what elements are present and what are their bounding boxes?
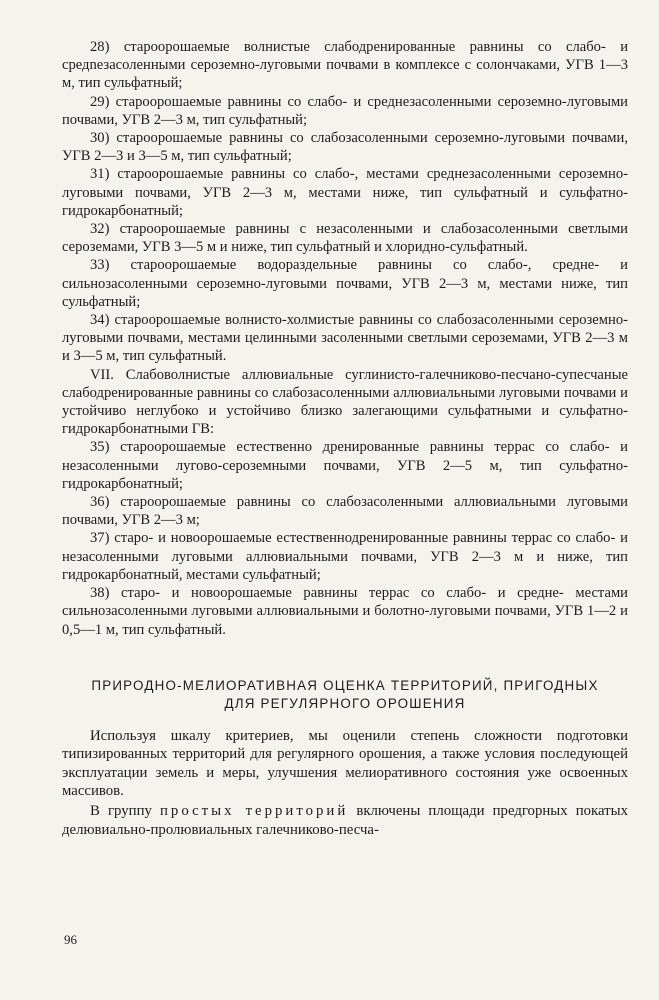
paragraph-text: В группу <box>90 803 161 820</box>
list-item: 38) старо- и новоорошаемые равнины террас со слабо- и средне- местами сильнозасоленными луговыми аллювиальными и болотно-луговыми почвами, УГВ 1—2 и 0,5—1 м, тип сульфатный. <box>62 585 628 638</box>
section-title-line-2: ДЛЯ РЕГУЛЯРНОГО ОРОШЕНИЯ <box>224 695 466 711</box>
section-vii-heading: VII. Слабоволнистые аллювиальные суглинисто-галечниково-песчано-супесчаные слабодренированные равнины со слабозасоленными аллювиальными луговыми почвами и устойчиво неглубоко и устойчиво близко залегающими сульфатными и сульфатно-гидрокарбонатными ГВ: <box>62 366 628 438</box>
page-number: 96 <box>64 932 77 947</box>
list-item: 30) староорошаемые равнины со слабозасоленными сероземно-луговыми почвами, УГВ 2—3 и 3—5 м, тип сульфатный; <box>62 130 628 165</box>
list-item: 34) староорошаемые волнисто-холмистые равнины со слабозасоленными сероземно-луговыми почвами, местами целинными засоленными светлыми сероземами, УГВ 2—3 м и 3—5 м, тип сульфатный. <box>62 312 628 365</box>
list-item: 33) староорошаемые водораздельные равнины со слабо-, средне- и сильнозасоленными сероземно-луговыми почвами, УГВ 2—3 м, местами ниже, тип сульфатный; <box>62 257 628 310</box>
list-item: 37) старо- и новоорошаемые естественнодренированные равнины террас со слабо- и незасоленными луговыми аллювиальными почвами, УГВ 2—3 м и ниже, тип гидрокарбонатный, местами сульфатный; <box>62 530 628 583</box>
body-paragraph: Используя шкалу критериев, мы оценили степень сложности подготовки типизированных территорий для регулярного орошения, а также условия последующей эксплуатации земель и меры, улучшения мелиоративного состояния уже освоенных массивов. <box>62 727 628 799</box>
list-item: 31) староорошаемые равнины со слабо-, местами среднезасоленными сероземно-луговыми почвами, УГВ 2—3 м, местами ниже, тип сульфатный и сульфатно-гидрокарбонатный; <box>62 166 628 219</box>
emphasized-term: простых территорий <box>160 803 349 820</box>
list-item: 36) староорошаемые равнины со слабозасоленными аллювиальными луговыми почвами, УГВ 2—3 м; <box>62 494 628 529</box>
paragraph-text: включены площади предгорных покатых делювиально-пролювиальных галечниково-песча- <box>62 803 628 838</box>
body-paragraph <box>62 802 628 839</box>
list-item: 35) староорошаемые естественно дренированные равнины террас со слабо- и незасоленными лугово-сероземными почвами, УГВ 2—5 м, тип сульфатно-гидрокарбонатный; <box>62 439 628 492</box>
section-title <box>62 677 628 713</box>
page-content <box>62 38 628 839</box>
list-item: 28) староорошаемые волнистые слабодренированные равнины со слабо- и средnезасоленными сероземно-луговыми почвами в комплексе с солончаками, УГВ 1—3 м, тип сульфатный; <box>62 39 628 92</box>
list-item: 32) староорошаемые равнины с незасоленными и слабозасоленными светлыми сероземами, УГВ 3—5 м и ниже, тип сульфатный и хлоридно-сульфатный. <box>62 221 628 256</box>
section-title-line-1: ПРИРОДНО-МЕЛИОРАТИВНАЯ ОЦЕНКА ТЕРРИТОРИЙ, ПРИГОДНЫХ <box>91 677 599 693</box>
list-item: 29) староорошаемые равнины со слабо- и среднезасоленными сероземно-луговыми почвами, УГВ 2—3 м, тип сульфатный; <box>62 93 628 128</box>
